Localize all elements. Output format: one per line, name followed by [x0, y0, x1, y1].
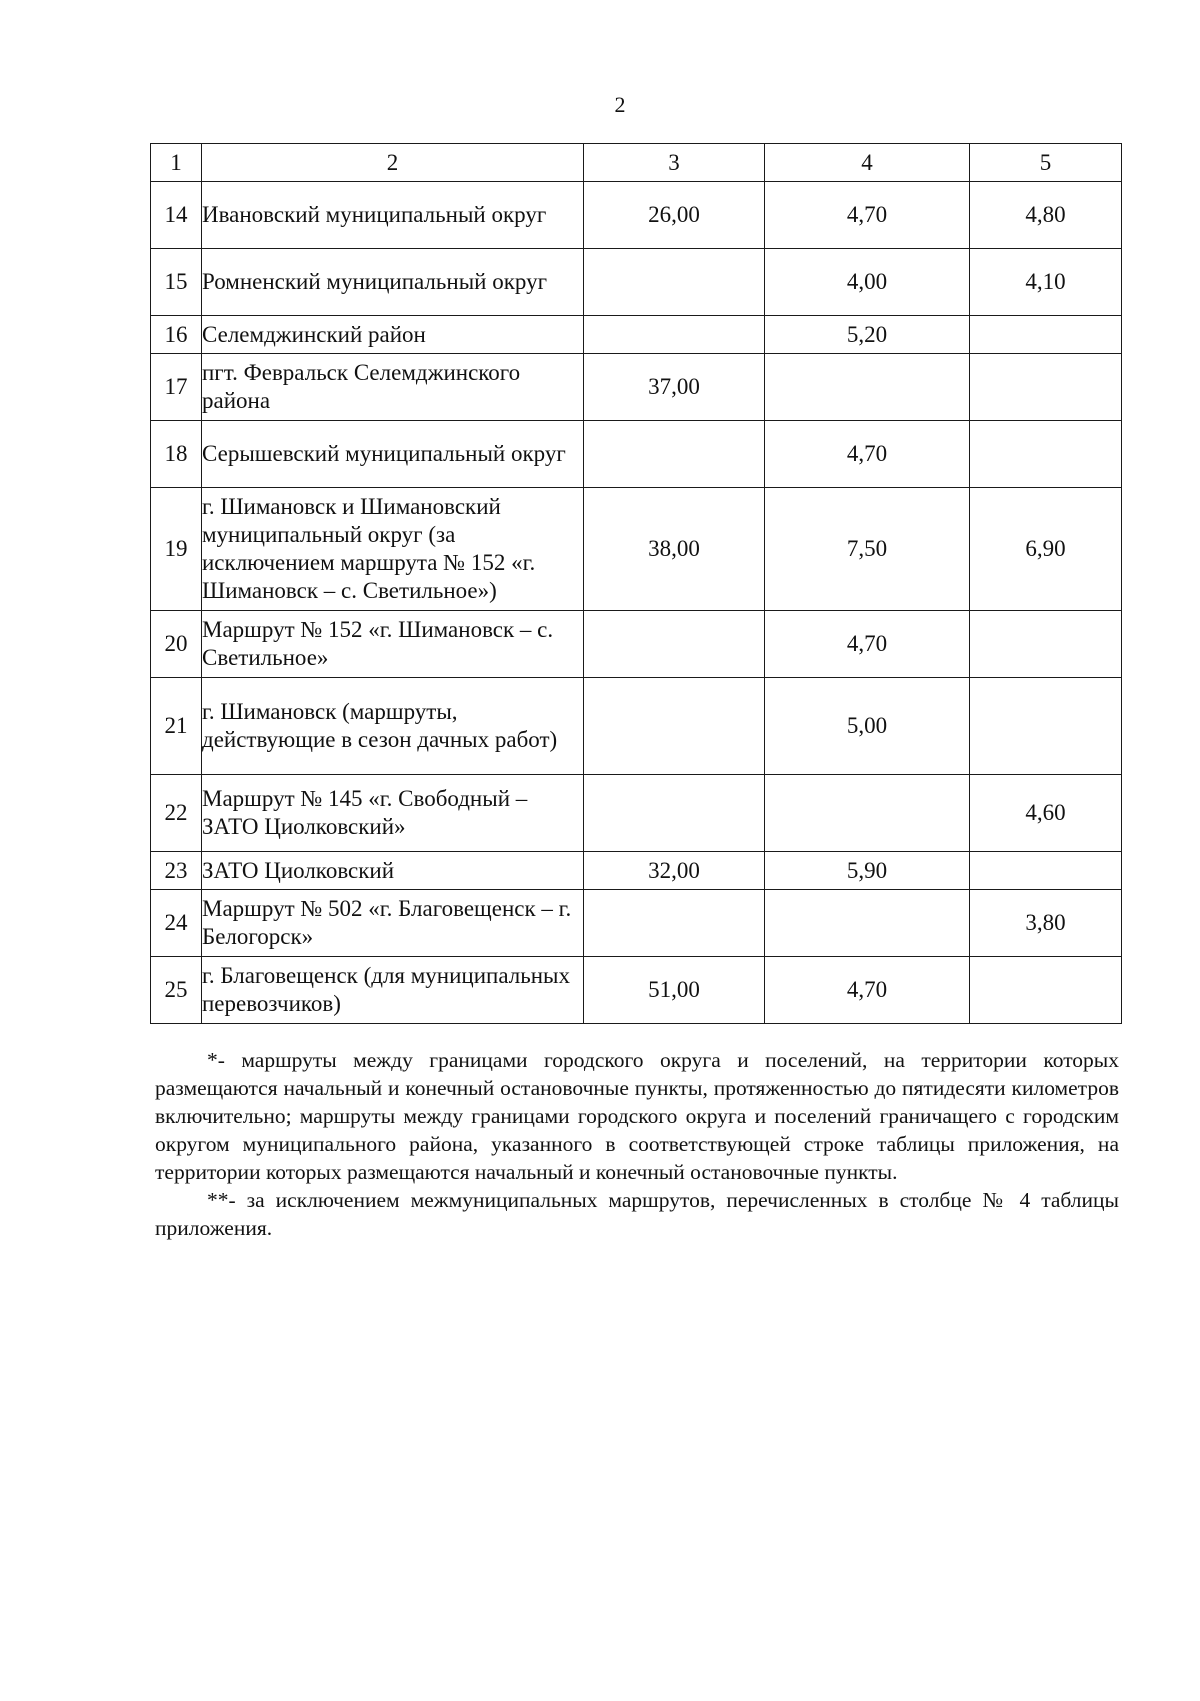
value-col-5: 6,90 [970, 488, 1122, 611]
table-row [151, 890, 1122, 957]
territory-name: Маршрут № 502 «г. Благовещенск – г. Белогорск» [202, 890, 584, 957]
value-col-5 [970, 354, 1122, 421]
row-number: 15 [151, 249, 202, 316]
value-col-5 [970, 611, 1122, 678]
header-cell: 1 [151, 144, 202, 182]
value-col-4: 5,20 [765, 316, 970, 354]
value-col-4 [765, 775, 970, 852]
value-col-3 [584, 890, 765, 957]
value-col-5: 4,80 [970, 182, 1122, 249]
footnote-double-asterisk: **- за исключением межмуниципальных маршрутов, перечисленных в столбце № 4 таблицы приложения. [155, 1188, 1119, 1240]
value-col-5 [970, 852, 1122, 890]
value-col-3 [584, 316, 765, 354]
table-row [151, 678, 1122, 775]
value-col-4 [765, 890, 970, 957]
value-col-3 [584, 611, 765, 678]
value-col-3 [584, 775, 765, 852]
table-row [151, 852, 1122, 890]
value-col-5: 3,80 [970, 890, 1122, 957]
value-col-5 [970, 316, 1122, 354]
header-cell: 2 [202, 144, 584, 182]
value-col-4: 4,00 [765, 249, 970, 316]
row-number: 16 [151, 316, 202, 354]
table-row [151, 421, 1122, 488]
value-col-4: 4,70 [765, 421, 970, 488]
value-col-5 [970, 421, 1122, 488]
row-number: 25 [151, 957, 202, 1024]
value-col-5: 4,60 [970, 775, 1122, 852]
value-col-3: 26,00 [584, 182, 765, 249]
value-col-4: 4,70 [765, 957, 970, 1024]
value-col-5: 4,10 [970, 249, 1122, 316]
table-row [151, 775, 1122, 852]
table-row [151, 488, 1122, 611]
value-col-5 [970, 957, 1122, 1024]
territory-name: г. Шимановск и Шимановский муниципальный округ (за исключением маршрута № 152 «г. Шимановск – с. Светильное») [202, 488, 584, 611]
table-header-row [151, 144, 1122, 182]
value-col-4: 4,70 [765, 611, 970, 678]
row-number: 18 [151, 421, 202, 488]
row-number: 21 [151, 678, 202, 775]
value-col-5 [970, 678, 1122, 775]
row-number: 20 [151, 611, 202, 678]
value-col-4: 4,70 [765, 182, 970, 249]
row-number: 23 [151, 852, 202, 890]
value-col-3: 51,00 [584, 957, 765, 1024]
value-col-4: 5,00 [765, 678, 970, 775]
territory-name: Серышевский муниципальный округ [202, 421, 584, 488]
row-number: 22 [151, 775, 202, 852]
table-row [151, 957, 1122, 1024]
header-cell: 5 [970, 144, 1122, 182]
territory-name: ЗАТО Циолковский [202, 852, 584, 890]
territory-name: Маршрут № 145 «г. Свободный – ЗАТО Циолковский» [202, 775, 584, 852]
value-col-4: 7,50 [765, 488, 970, 611]
value-col-3: 38,00 [584, 488, 765, 611]
header-cell: 4 [765, 144, 970, 182]
value-col-4 [765, 354, 970, 421]
footnotes [155, 1046, 1119, 1242]
territory-name: г. Благовещенск (для муниципальных перевозчиков) [202, 957, 584, 1024]
value-col-4: 5,90 [765, 852, 970, 890]
table-row [151, 316, 1122, 354]
value-col-3 [584, 421, 765, 488]
territory-name: Ромненский муниципальный округ [202, 249, 584, 316]
territory-name: г. Шимановск (маршруты, действующие в сезон дачных работ) [202, 678, 584, 775]
table-row [151, 354, 1122, 421]
tariff-table [150, 143, 1122, 1024]
row-number: 14 [151, 182, 202, 249]
value-col-3 [584, 249, 765, 316]
table-row [151, 611, 1122, 678]
territory-name: Ивановский муниципальный округ [202, 182, 584, 249]
value-col-3 [584, 678, 765, 775]
header-cell: 3 [584, 144, 765, 182]
value-col-3: 32,00 [584, 852, 765, 890]
table-row [151, 249, 1122, 316]
row-number: 19 [151, 488, 202, 611]
row-number: 24 [151, 890, 202, 957]
territory-name: пгт. Февральск Селемджинского района [202, 354, 584, 421]
page-number: 2 [614, 92, 626, 117]
territory-name: Селемджинский район [202, 316, 584, 354]
territory-name: Маршрут № 152 «г. Шимановск – с. Светильное» [202, 611, 584, 678]
value-col-3: 37,00 [584, 354, 765, 421]
footnote-single-asterisk: *- маршруты между границами городского округа и поселений, на территории которых размещаются начальный и конечный остановочные пункты, протяженностью до пятидесяти километров включительно; маршруты между границами городского округа и поселений граничащего с городским округом муниципального района, указанного в соответствующей строке таблицы приложения, на территории которых размещаются начальный и конечный остановочные пункты. [155, 1048, 1119, 1184]
table-row [151, 182, 1122, 249]
row-number: 17 [151, 354, 202, 421]
